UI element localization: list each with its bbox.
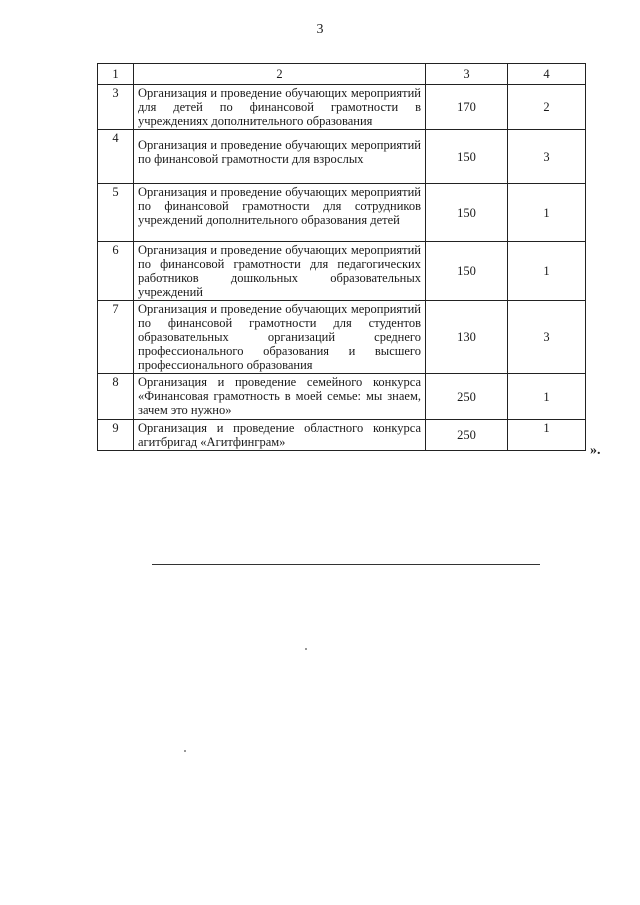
table-row <box>98 301 586 374</box>
table-row <box>98 374 586 420</box>
table-row <box>98 130 586 184</box>
row-value-3: 150 <box>426 184 508 242</box>
table-row <box>98 242 586 301</box>
row-value-3: 250 <box>426 420 508 451</box>
row-number: 5 <box>98 184 134 242</box>
row-number: 4 <box>98 130 134 184</box>
row-description: Организация и проведение обучающих мероприятий для детей по финансовой грамотности в учреждениях дополнительного образования <box>134 85 426 130</box>
scan-speck <box>305 648 307 650</box>
row-description: Организация и проведение семейного конкурса «Финансовая грамотность в моей семье: мы знаем, зачем это нужно» <box>134 374 426 420</box>
row-value-4: 2 <box>508 85 586 130</box>
table-header-row <box>98 64 586 85</box>
row-description: Организация и проведение областного конкурса агитбригад «Агитфинграм» <box>134 420 426 451</box>
header-cell-4: 4 <box>508 64 586 85</box>
row-number: 6 <box>98 242 134 301</box>
row-value-3: 130 <box>426 301 508 374</box>
row-value-4: 1 <box>508 420 586 451</box>
row-value-4: 1 <box>508 374 586 420</box>
separator-line <box>152 564 540 565</box>
row-value-4: 1 <box>508 242 586 301</box>
table-row <box>98 184 586 242</box>
table-row <box>98 420 586 451</box>
row-number: 9 <box>98 420 134 451</box>
table-row <box>98 85 586 130</box>
row-description: Организация и проведение обучающих мероприятий по финансовой грамотности для взрослых <box>134 130 426 184</box>
header-cell-1: 1 <box>98 64 134 85</box>
closing-quote-mark: ». <box>590 443 601 458</box>
header-cell-3: 3 <box>426 64 508 85</box>
row-description: Организация и проведение обучающих мероприятий по финансовой грамотности для студентов образовательных организаций среднего профессионального образования и высшего профессионального образования <box>134 301 426 374</box>
row-value-4: 3 <box>508 301 586 374</box>
row-number: 8 <box>98 374 134 420</box>
data-table <box>97 63 586 451</box>
row-value-4: 1 <box>508 184 586 242</box>
row-value-4: 3 <box>508 130 586 184</box>
row-value-3: 170 <box>426 85 508 130</box>
row-description: Организация и проведение обучающих мероприятий по финансовой грамотности для педагогических работников дошкольных образовательных учреждений <box>134 242 426 301</box>
row-value-3: 150 <box>426 242 508 301</box>
row-number: 7 <box>98 301 134 374</box>
page-number: 3 <box>316 22 324 37</box>
header-cell-2: 2 <box>134 64 426 85</box>
row-value-3: 250 <box>426 374 508 420</box>
scan-speck <box>184 750 186 752</box>
row-value-3: 150 <box>426 130 508 184</box>
row-description: Организация и проведение обучающих мероприятий по финансовой грамотности для сотрудников учреждений дополнительного образования детей <box>134 184 426 242</box>
row-number: 3 <box>98 85 134 130</box>
